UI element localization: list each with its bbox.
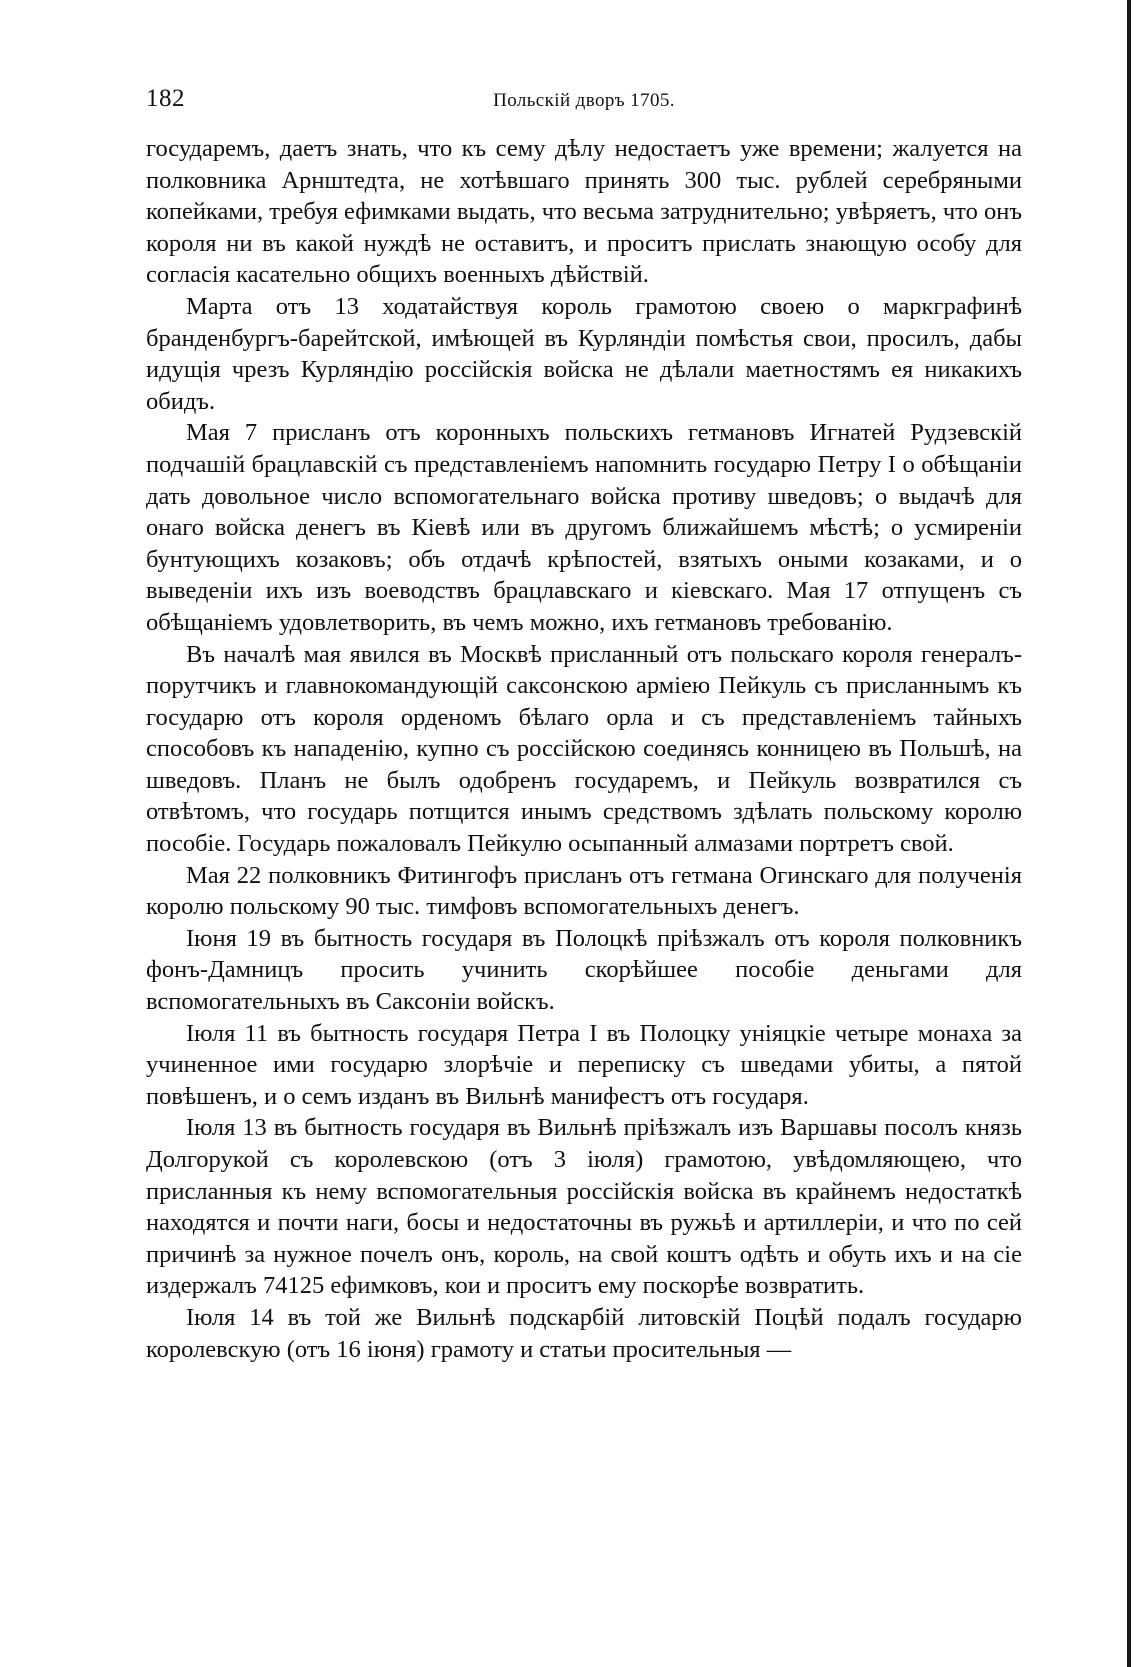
paragraph: государемъ, даетъ знать, что къ сему дѣлу недостаетъ уже времени; жалуется на полковника Арнштедта, не хотѣвшаго принять 300 тыс. рублей серебряными копейками, требуя ефимками выдать, что весьма затруднительно; увѣряетъ, что онъ короля ни въ какой нуждѣ не оставитъ, и проситъ прислать знающую особу для согласія касательно общихъ военныхъ дѣйствій.: [146, 135, 1022, 289]
paragraph: Въ началѣ мая явился въ Москвѣ присланный отъ польскаго короля генералъ-порутчикъ и главнокомандующій саксонскою арміею Пейкуль съ присланнымъ къ государю отъ короля орденомъ бѣлаго орла и съ представленіемъ тайныхъ способовъ къ нападенію, купно съ россійскою соединясь конницею въ Польшѣ, на шведовъ. Планъ не былъ одобренъ государемъ, и Пейкуль возвратился съ отвѣтомъ, что государь потщится инымъ средствомъ здѣлать польскому королю пособіе. Государь пожаловалъ Пейкулю осыпанный алмазами портретъ свой.: [146, 640, 1022, 858]
running-title: Польскій дворъ 1705.: [493, 90, 675, 111]
page-header: [146, 85, 1022, 125]
body-text: [146, 133, 1022, 1365]
paragraph: Мая 7 присланъ отъ коронныхъ польскихъ гетмановъ Игнатей Рудзевскій подчашій брацлавскій съ представленіемъ напомнить государю Петру I о обѣщаніи дать довольное число вспомогательнаго войска противу шведовъ; о выдачѣ для онаго войска денегъ въ Кіевѣ или въ другомъ ближайшемъ мѣстѣ; о усмиреніи бунтующихъ козаковъ; объ отдачѣ крѣпостей, взятыхъ оными козаками, и о выведеніи ихъ изъ воеводствъ брацлавскаго и кіевскаго. Мая 17 отпущенъ съ обѣщаніемъ удовлетворить, въ чемъ можно, ихъ гетмановъ требованію.: [146, 419, 1022, 636]
paragraph: Іюня 19 въ бытность государя въ Полоцкѣ пріѣзжалъ отъ короля полковникъ фонъ-Дамницъ просить учинить скорѣйшее пособіе деньгами для вспомогательныхъ въ Саксоніи войскъ.: [146, 924, 1022, 1016]
paragraph: Марта отъ 13 ходатайствуя король грамотою своею о маркграфинѣ бранденбургъ-барейтской, имѣющей въ Курляндіи помѣстья свои, просилъ, дабы идущія чрезъ Курляндію россійскія войска не дѣлали маетностямъ ея никакихъ обидъ.: [146, 292, 1022, 415]
scan-border-edge: [1127, 0, 1131, 1667]
paragraph: Мая 22 полковникъ Фитингофъ присланъ отъ гетмана Огинскаго для полученія королю польскому 90 тыс. тимфовъ вспомогательныхъ денегъ.: [146, 861, 1022, 921]
paragraph: Іюля 13 въ бытность государя въ Вильнѣ пріѣзжалъ изъ Варшавы посолъ князь Долгорукой съ королевскою (отъ 3 іюля) грамотою, увѣдомляющею, что присланныя къ нему вспомогательныя россійскія войска въ крайнемъ недостаткѣ находятся и почти наги, босы и недостаточны въ ружьѣ и артиллеріи, и что по сей причинѣ за нужное почелъ онъ, король, на свой коштъ одѣть и обуть ихъ и на сіе издержалъ 74125 ефимковъ, кои и проситъ ему поскорѣе возвратить.: [146, 1114, 1022, 1300]
page-number: 182: [146, 85, 185, 112]
paragraph: Іюля 11 въ бытность государя Петра I въ Полоцку уніяцкіе четыре монаха за учиненное ими государю злорѣчіе и переписку съ шведами убиты, а пятой повѣшенъ, и о семъ изданъ въ Вильнѣ манифестъ отъ государя.: [146, 1019, 1022, 1110]
paragraph: Іюля 14 въ той же Вильнѣ подскарбій литовскій Поцѣй подалъ государю королевскую (отъ 16 іюня) грамоту и статьи просительныя —: [146, 1303, 1022, 1363]
